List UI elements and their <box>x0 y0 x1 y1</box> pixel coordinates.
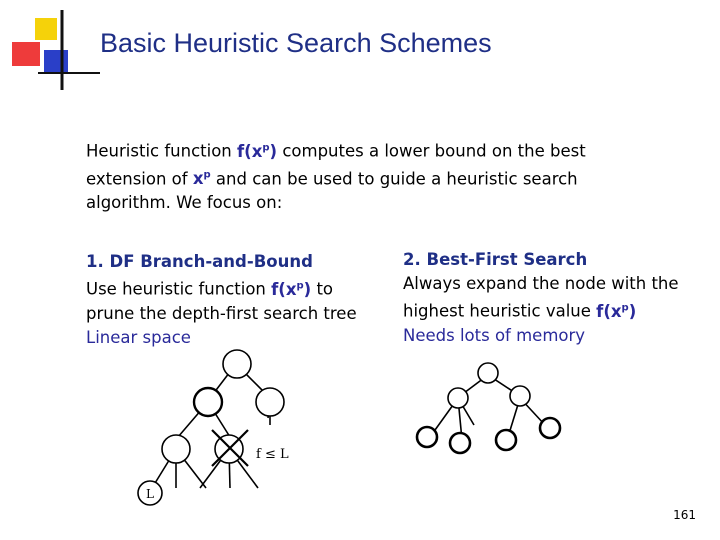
bestfirst-node <box>448 388 468 408</box>
dfbnb-note: Linear space <box>86 327 191 347</box>
dfbnb-description: Use heuristic function $f(x^p)$ to prune the depth-first search tree <box>86 279 357 323</box>
bestfirst-heading: 2. Best-First Search <box>403 250 588 269</box>
dfbnb-heading: 1. DF Branch-and-Bound <box>86 252 313 271</box>
bestfirst-node <box>496 430 516 450</box>
bestfirst-node <box>417 427 437 447</box>
intro-text-2: computes a lower bound on the best extension of <box>86 141 586 188</box>
bestfirst-root-node <box>478 363 498 383</box>
f-le-L-label: f ≤ L <box>256 447 289 462</box>
intro-fx: $f(x^p)$ <box>237 141 278 161</box>
L-label: L <box>146 487 154 501</box>
page-number: 161 <box>673 508 696 522</box>
slide-title: Basic Heuristic Search Schemes <box>100 28 492 58</box>
dfbnb-node <box>256 388 284 416</box>
intro-text-1: Heuristic function <box>86 141 237 161</box>
dfbnb-root-node <box>223 350 251 378</box>
bestfirst-node <box>450 433 470 453</box>
dfbnb-node <box>162 435 190 463</box>
intro-text-3: and can be used to guide a heuristic search algorithm. We focus on: <box>86 169 578 212</box>
dfbnb-node <box>194 388 222 416</box>
bestfirst-description: Always expand the node with the highest heuristic value $f(x^p)$ <box>403 274 679 321</box>
bestfirst-node <box>510 386 530 406</box>
bestfirst-node <box>540 418 560 438</box>
bestfirst-note: Needs lots of memory <box>403 325 586 345</box>
intro-xp: $x^p$ <box>192 169 211 188</box>
